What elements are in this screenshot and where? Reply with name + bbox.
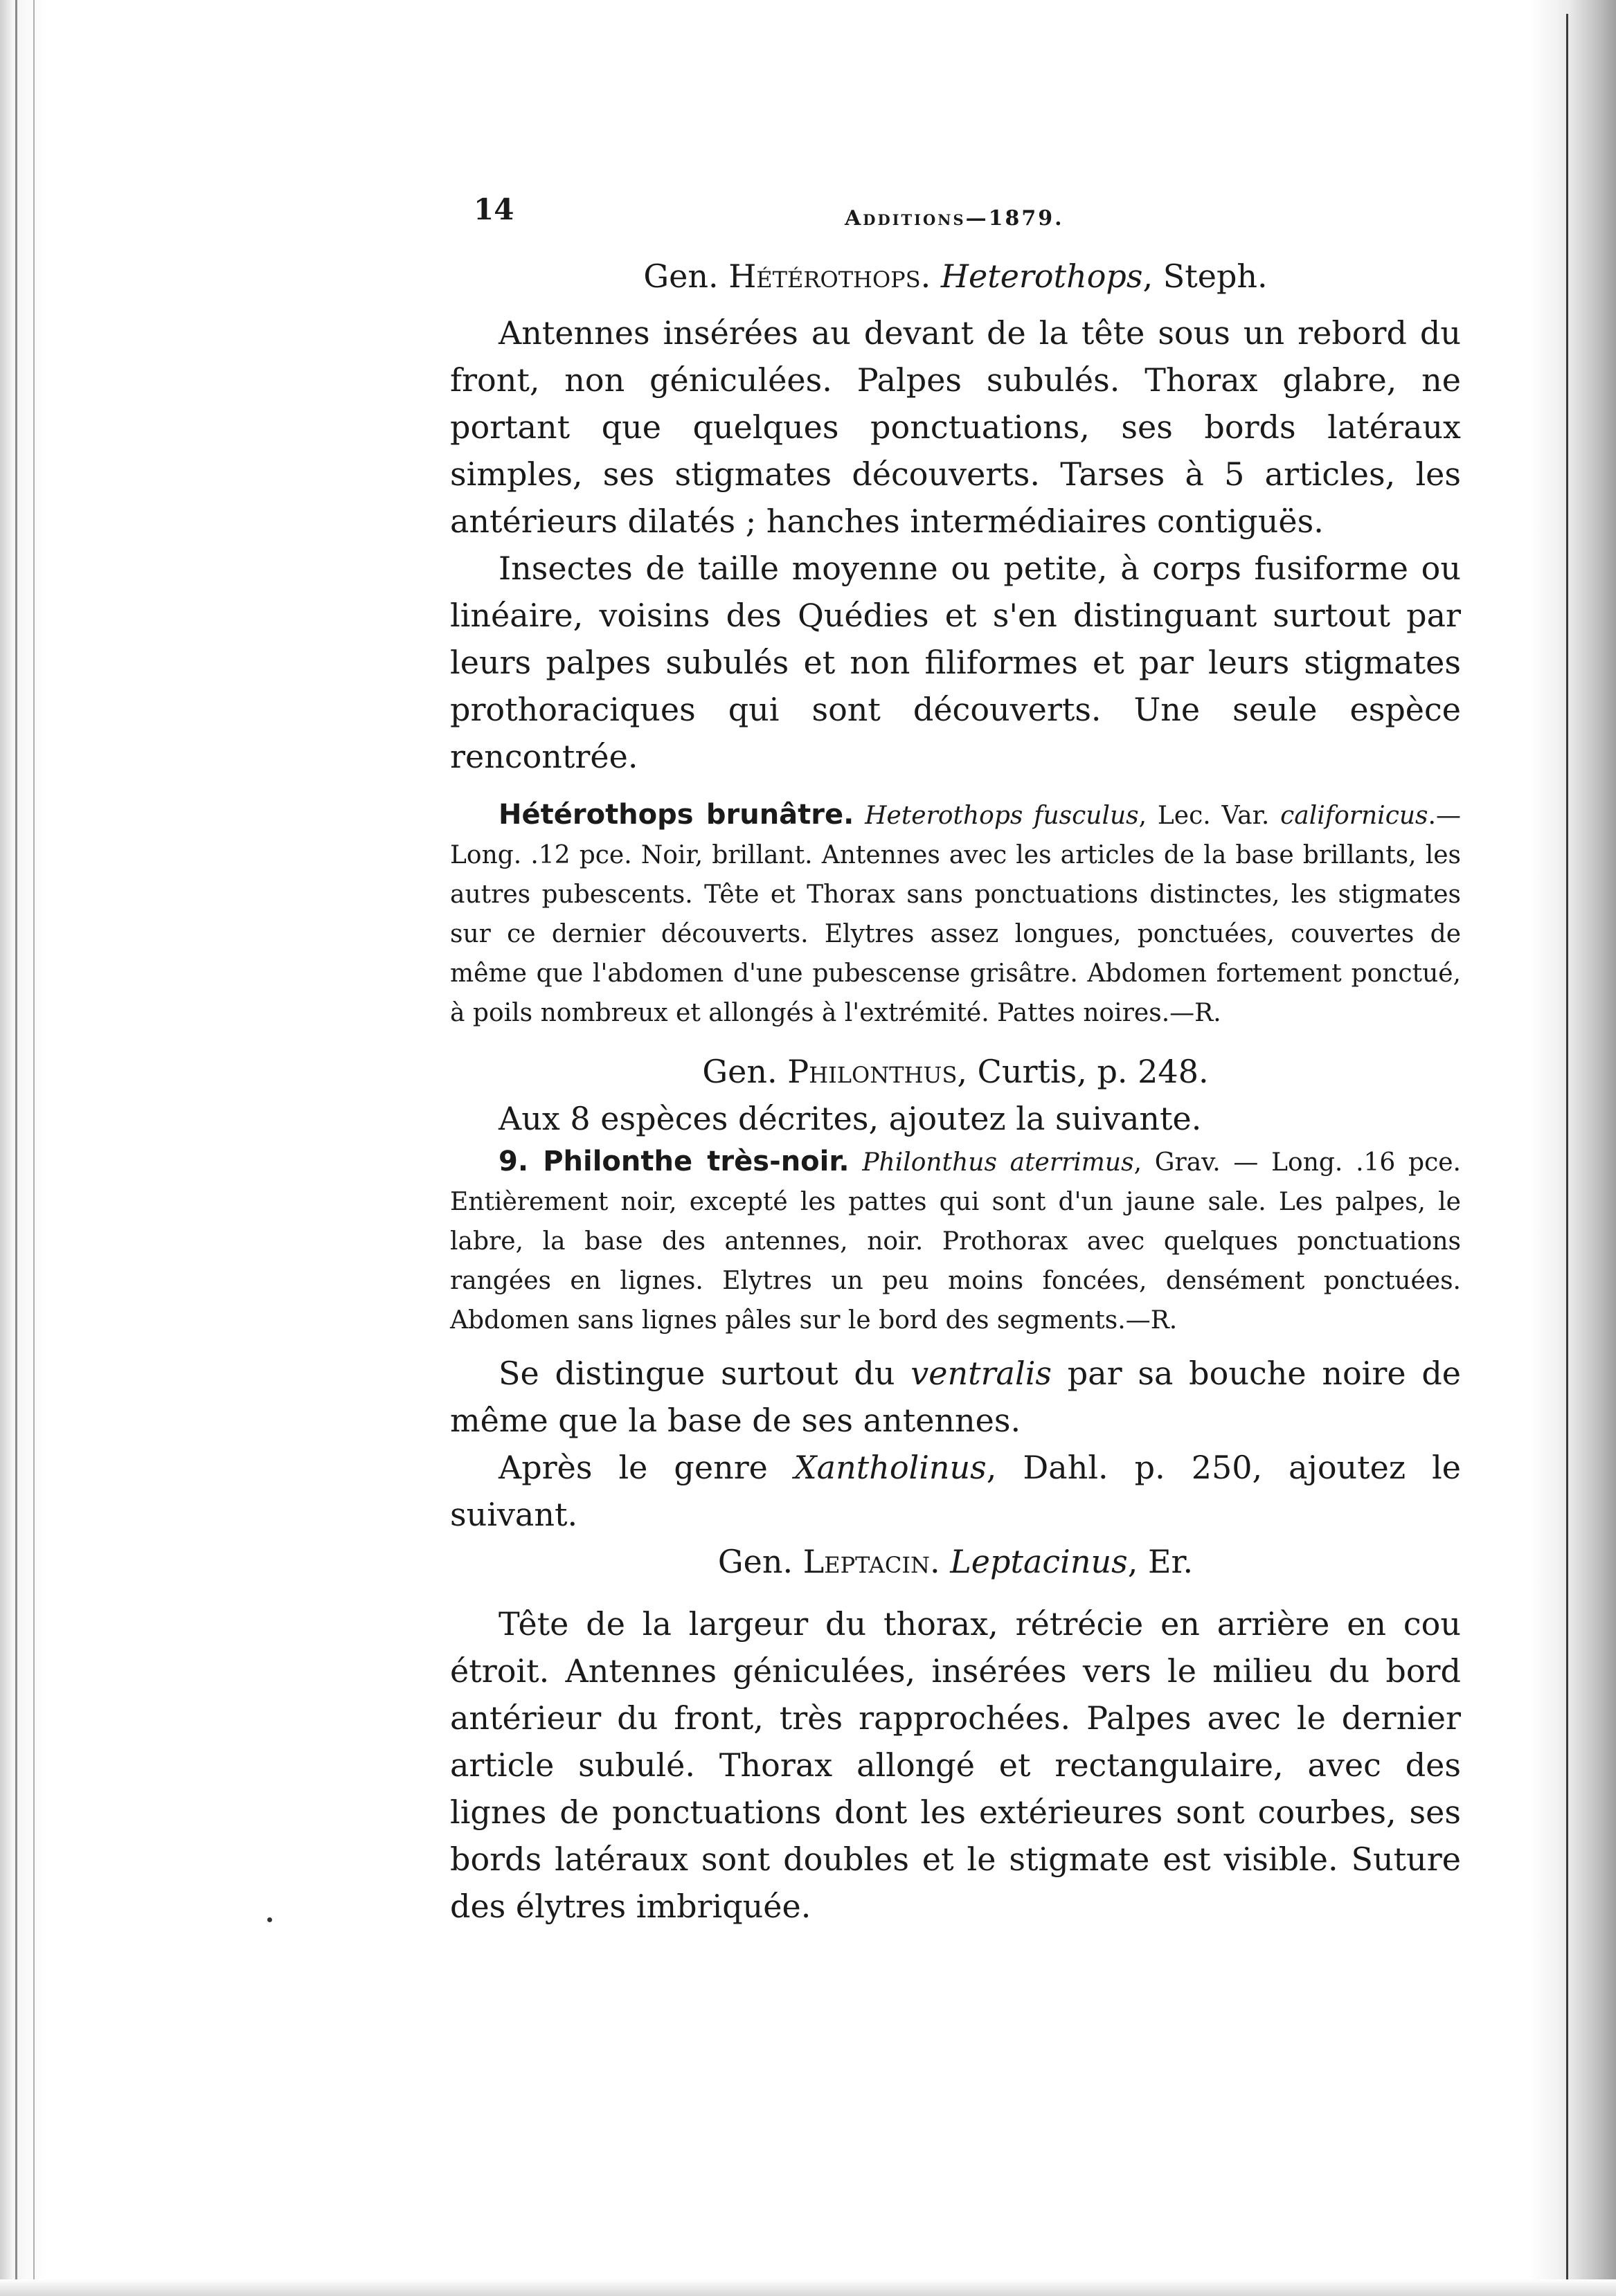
genus-label: Gen. — [702, 1053, 778, 1090]
genus-name: Hétérothops. — [728, 257, 931, 295]
species-latin: Philonthus aterrimus — [862, 1148, 1134, 1177]
genus-name: Philonthus — [787, 1053, 958, 1090]
scan-edge-line — [1566, 14, 1568, 2291]
page-number: 14 — [474, 192, 514, 226]
species-author: , Lec. Var. — [1138, 802, 1281, 830]
species-description: .—Long. .12 pce. Noir, brillant. Antennes avec les articles de la base brillants, les autres pubescents. Tête et Thorax sans ponctuations distinctes, les stigmates sur ce dernier découverts. Elytres assez longues, ponctuées, couvertes de même que l'abdomen d'une pubescense grisâtre. Abdomen fortement ponctué, à poils nombreux et allongés à l'extrémité. Pattes noires.—R. — [450, 802, 1461, 1027]
note-text: , Dahl. p. 250, ajoutez le suivant. — [450, 1449, 1462, 1533]
genus-latin: Leptacinus — [950, 1543, 1128, 1580]
paragraph-heterothops-insects: Insectes de taille moyenne ou petite, à corps fusiforme ou linéaire, voisins des Quédies et s'en distinguant surtout par leurs palpes subulés et non filiformes et par leurs stigmates prothoraciques qui sont découverts. Une seule espèce rencontrée. — [450, 550, 1461, 775]
scan-bottom-edge — [0, 2279, 1616, 2296]
genus-label: Gen. — [717, 1543, 793, 1580]
note-text: Après le genre — [499, 1449, 794, 1486]
genus-name: Leptacin. — [802, 1543, 940, 1580]
page-body — [450, 253, 1461, 1930]
species-name: Hétérothops brunâtre. — [499, 799, 854, 831]
scan-edge-line — [33, 0, 35, 2296]
genus-latin: Heterothops — [940, 257, 1143, 295]
genus-heading-philonthus — [450, 1048, 1461, 1095]
scan-edge-line — [15, 0, 17, 2296]
paragraph-heterothops-characters: Antennes insérées au devant de la tête sous un rebord du front, non géniculées. Palpes subulés. Thorax glabre, ne portant que quelques ponctuations, ses bords latéraux simples, ses stigmates découverts. Tarses à 5 articles, les antérieurs dilatés ; hanches intermédiaires contiguës. — [450, 314, 1461, 540]
genus-reference: , Curtis, p. 248. — [957, 1053, 1209, 1090]
species-author: , Grav. — — [1133, 1148, 1259, 1177]
species-name: 9. Philonthe très-noir. — [499, 1146, 850, 1177]
scan-speck — [267, 1917, 272, 1922]
running-head — [845, 199, 1064, 232]
genus-author: , Er. — [1127, 1543, 1194, 1580]
genus-label: Gen. — [643, 257, 719, 295]
species-variety: californicus — [1280, 802, 1428, 830]
genus-heading-heterothops — [450, 253, 1461, 300]
note-text: Se distingue surtout du — [499, 1355, 911, 1392]
species-latin: Heterothops fusculus — [865, 802, 1139, 830]
paragraph-leptacin-characters: Tête de la largeur du thorax, rétrécie en arrière en cou étroit. Antennes géniculées, insérées vers le milieu du bord antérieur du front, très rapprochées. Palpes avec le dernier article subulé. Thorax allongé et rectangulaire, avec des lignes de ponctuations dont les extérieures sont courbes, ses bords latéraux sont doubles et le stigmate est visible. Suture des élytres imbriquée. — [450, 1605, 1461, 1925]
scan-right-edge — [1530, 0, 1616, 2296]
species-entry-philonthus — [450, 1142, 1461, 1340]
species-entry-heterothops — [450, 795, 1461, 1033]
scan-left-edge — [0, 0, 48, 2296]
paragraph-after-xantholinus — [450, 1444, 1461, 1538]
running-head-text: Additions—1879. — [845, 206, 1064, 230]
note-italic: Xantholinus — [793, 1449, 987, 1486]
genus-author: , Steph. — [1142, 257, 1268, 295]
species-description: Long. .16 pce. Entièrement noir, excepté les pattes qui sont d'un jaune sale. Les palpes, le labre, la base des antennes, noir. Prothorax avec quelques ponctuations rangées en lignes. Elytres un peu moins foncées, densément ponctuées. Abdomen sans lignes pâles sur le bord des segments.—R. — [450, 1148, 1462, 1335]
paragraph-philonthus-intro: Aux 8 espèces décrites, ajoutez la suivante. — [499, 1100, 1202, 1137]
paragraph-philonthus-note — [450, 1350, 1461, 1444]
note-italic: ventralis — [910, 1355, 1052, 1392]
note-text: par sa bouche noire de même que la base de ses antennes. — [450, 1355, 1461, 1439]
genus-heading-leptacin — [450, 1538, 1461, 1585]
